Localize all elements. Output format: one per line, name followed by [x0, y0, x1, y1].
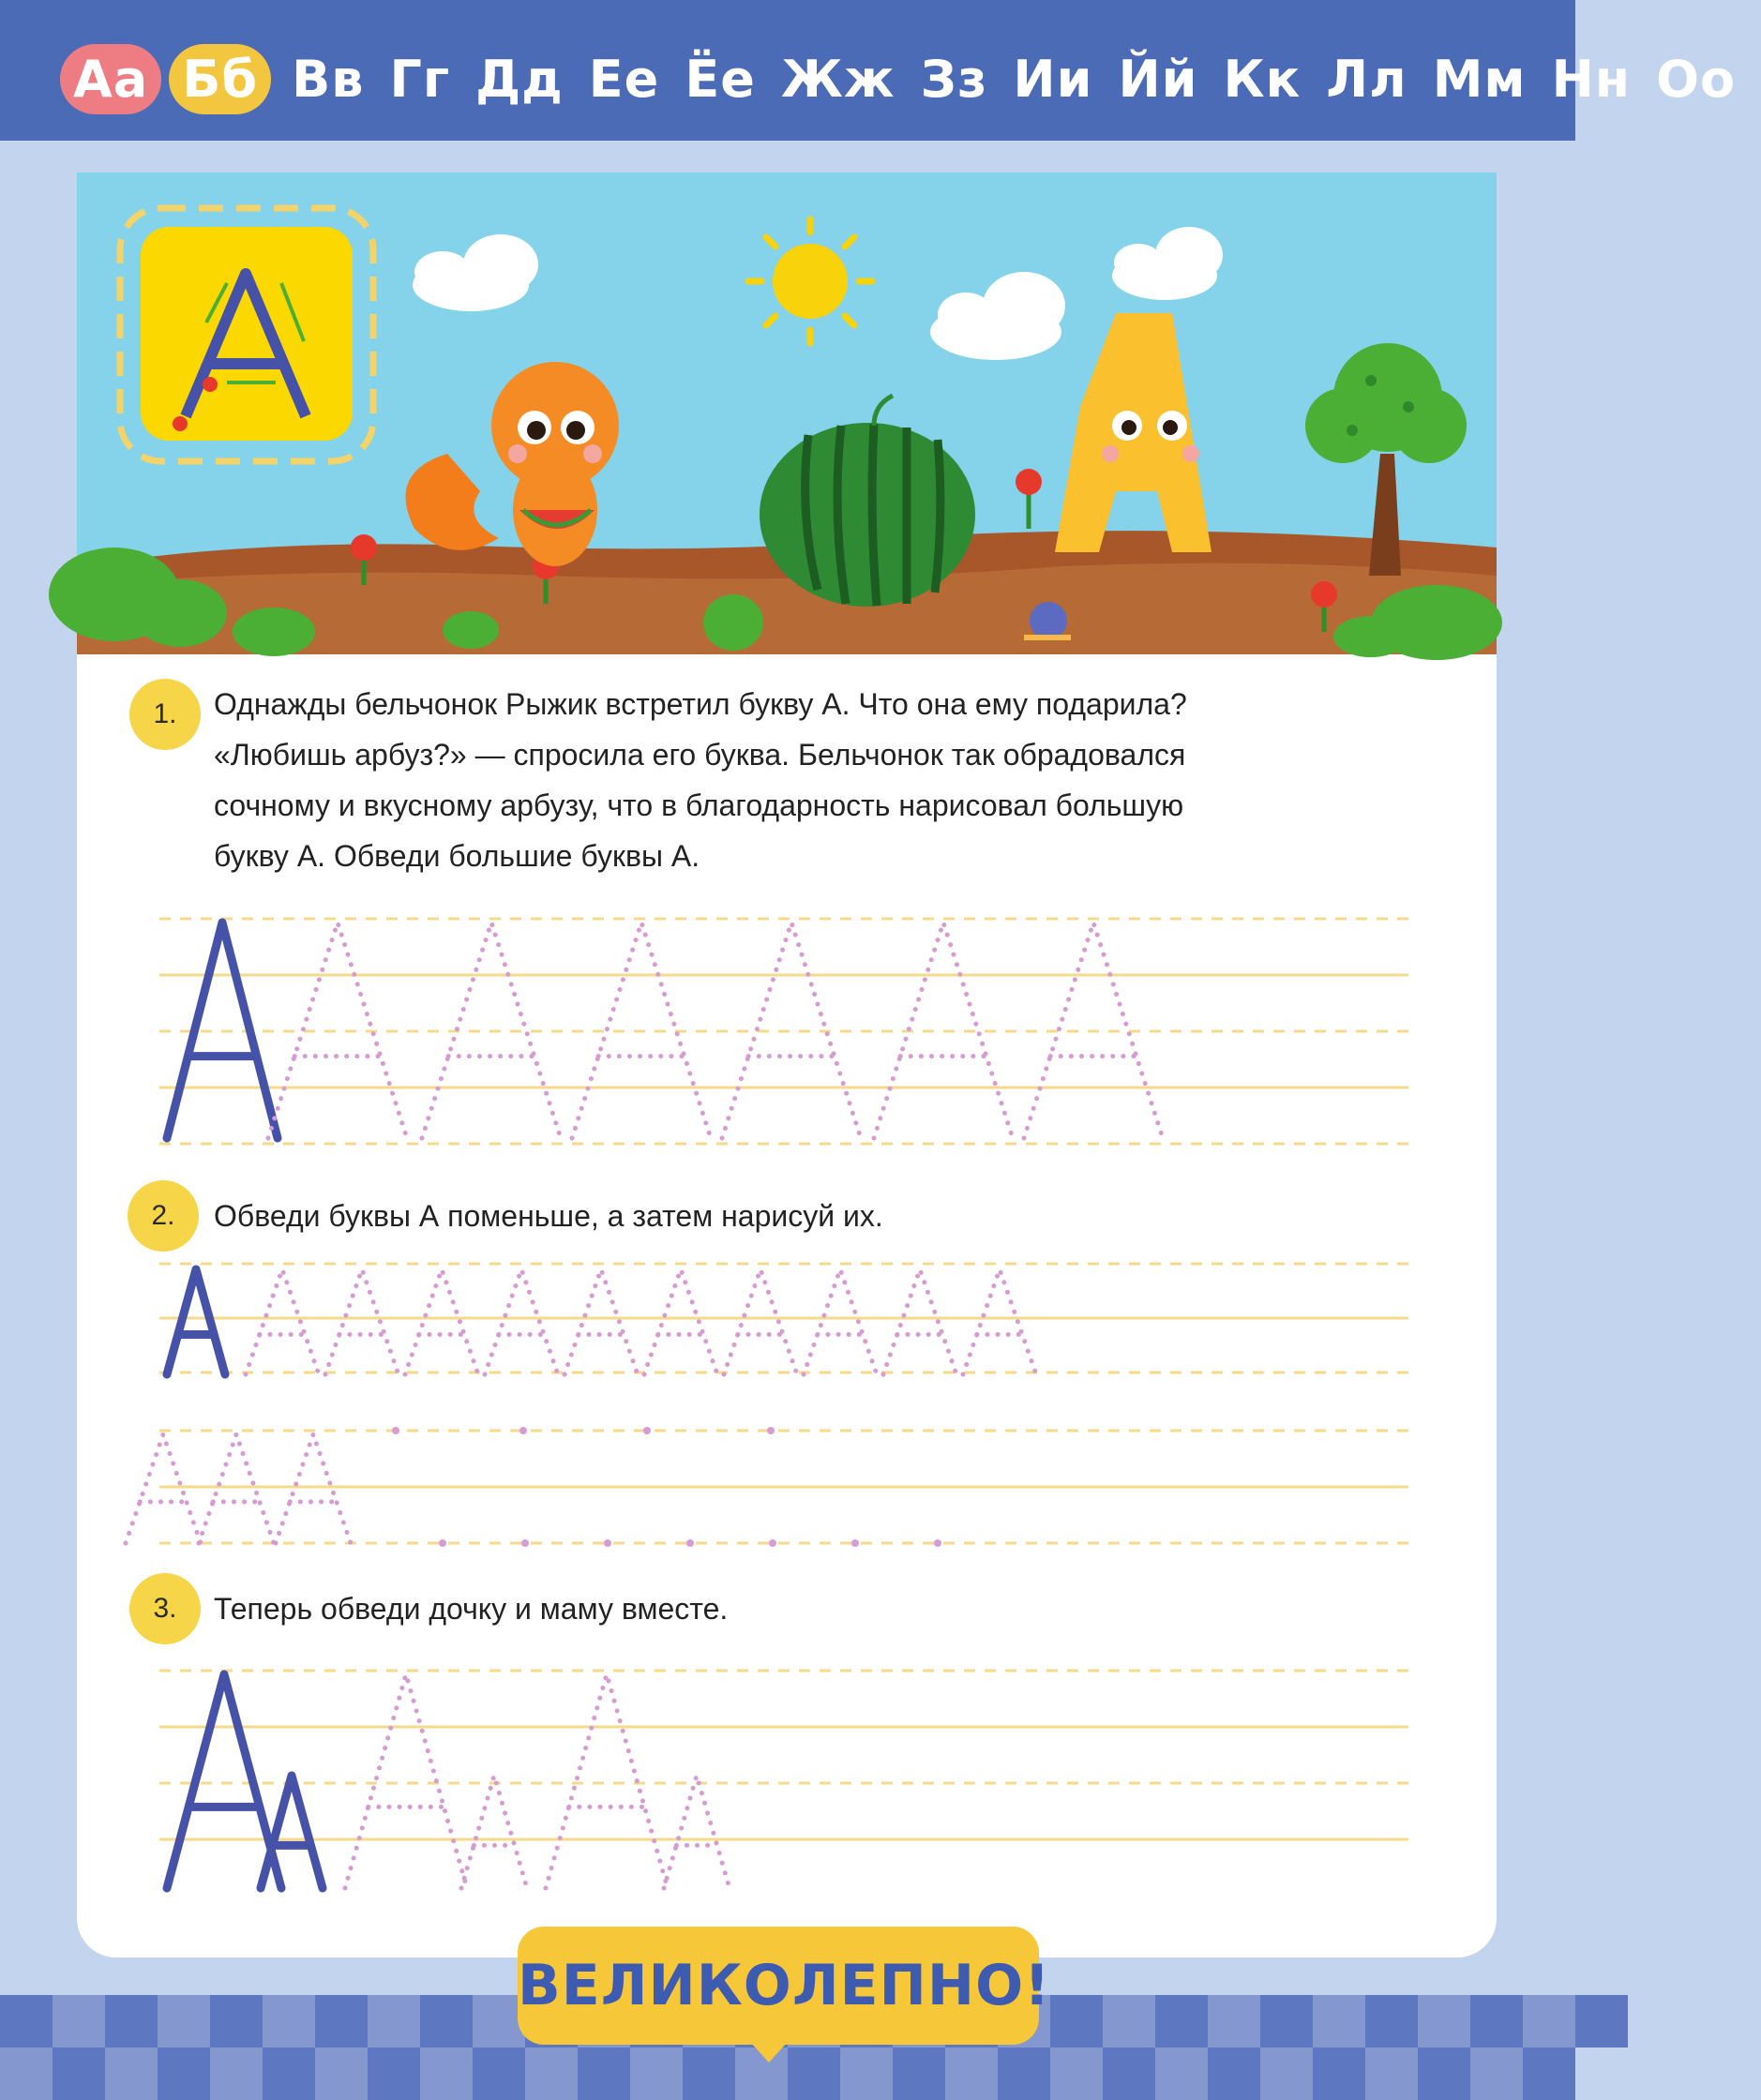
task-1-line: Однажды бельчонок Рыжик встретил букву А. Что она ему подарила? [214, 687, 1187, 721]
alphabet-letter[interactable]: Йй [1118, 49, 1198, 109]
tracing-area [77, 172, 1497, 1958]
alphabet-letter[interactable]: Лл [1326, 49, 1407, 109]
task-1-line: букву А. Обведи большие буквы А. [214, 839, 700, 873]
alphabet-letter-b[interactable]: Бб [169, 44, 271, 114]
trace-letter-a[interactable] [883, 1269, 956, 1374]
task-3-number: 3. [129, 1573, 201, 1644]
task-2-text [214, 1191, 1377, 1241]
trace-letter-a-upper[interactable] [546, 1674, 668, 1888]
trace-letter-a-lower[interactable] [664, 1776, 730, 1888]
praise-badge [518, 1927, 1051, 2045]
start-dot [519, 1427, 527, 1434]
alphabet-letter[interactable]: Мм [1432, 49, 1527, 109]
start-dot [686, 1539, 694, 1547]
solid-letter-a-upper [167, 1674, 281, 1888]
alphabet-letter[interactable]: Оо [1656, 49, 1737, 109]
trace-letter-a[interactable] [246, 1269, 319, 1374]
task-2-line: Обведи буквы А поменьше, а затем нарисуй их. [214, 1199, 883, 1233]
trace-letter-a[interactable] [405, 1269, 478, 1374]
solid-letter-a [167, 1269, 225, 1374]
alphabet-letter[interactable]: Гг [389, 49, 451, 109]
trace-letter-a[interactable] [485, 1269, 558, 1374]
alphabet-letter[interactable]: Ии [1013, 49, 1093, 109]
task-1-text [214, 679, 1377, 881]
alphabet-letter[interactable]: Ёе [685, 49, 756, 109]
alphabet-letter[interactable]: Нн [1551, 49, 1632, 109]
alphabet-letter-a[interactable]: Аа [60, 44, 161, 114]
task-3-text [214, 1583, 1377, 1634]
alphabet-letter[interactable]: Жж [780, 49, 896, 109]
alphabet-letter[interactable]: Зз [920, 49, 988, 109]
start-dot [643, 1427, 651, 1434]
alphabet-letter[interactable]: Вв [292, 49, 365, 109]
worksheet-card [77, 172, 1497, 1958]
trace-letter-a[interactable] [564, 1269, 638, 1374]
trace-letter-a[interactable] [963, 1269, 1036, 1374]
task-3-line: Теперь обведи дочку и маму вместе. [214, 1592, 729, 1626]
start-dot [769, 1539, 776, 1547]
task-1-line: «Любишь арбуз?» — спросила его буква. Бельчонок так обрадовался [214, 738, 1186, 772]
alphabet-letter[interactable]: Кк [1223, 49, 1302, 109]
badge-tail [750, 2042, 788, 2062]
task-1-number: 1. [129, 679, 201, 750]
start-dot [392, 1427, 399, 1434]
alphabet-letter[interactable]: Ее [588, 49, 660, 109]
start-dot [604, 1539, 611, 1547]
trace-letter-a[interactable] [199, 1434, 274, 1543]
trace-letter-a[interactable] [276, 1434, 351, 1543]
trace-letter-a[interactable] [126, 1434, 201, 1543]
trace-letter-a[interactable] [724, 1269, 797, 1374]
trace-letter-a[interactable] [325, 1269, 399, 1374]
start-dot [439, 1539, 446, 1547]
trace-letter-a-upper[interactable] [345, 1674, 467, 1888]
trace-letter-a-lower[interactable] [461, 1776, 527, 1888]
alphabet-strip [60, 41, 1761, 116]
start-dot [934, 1539, 941, 1547]
task-2-number: 2. [128, 1180, 199, 1252]
trace-letter-a[interactable] [804, 1269, 877, 1374]
start-dot [521, 1539, 529, 1547]
start-dot [851, 1539, 859, 1547]
trace-letter-a[interactable] [644, 1269, 717, 1374]
alphabet-letter[interactable]: Дд [475, 49, 564, 109]
praise-text: ВЕЛИКОЛЕПНО! [518, 1953, 1051, 2018]
start-dot [767, 1427, 775, 1434]
task-1-line: сочному и вкусному арбузу, что в благодарность нарисовал большую [214, 788, 1184, 822]
